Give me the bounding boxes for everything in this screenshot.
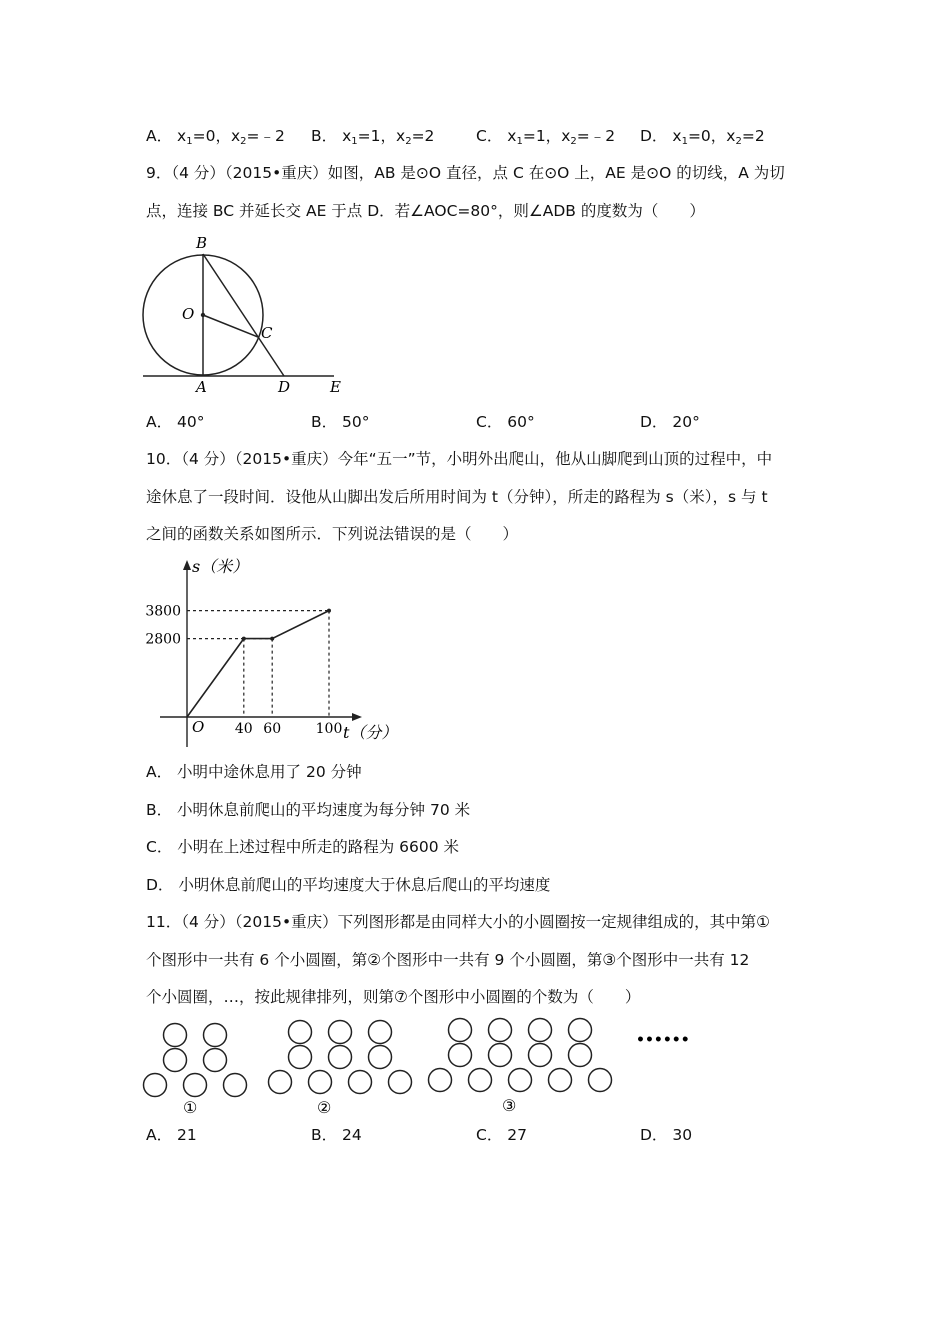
q9-option-b[interactable]: B． 50° [311, 413, 370, 431]
label-o: O [182, 305, 195, 323]
q10-option-a[interactable]: A． 小明中途休息用了 20 分钟 [146, 763, 362, 781]
q10-option-d[interactable]: D． 小明休息前爬山的平均速度大于休息后爬山的平均速度 [146, 876, 551, 894]
q11-option-a[interactable]: A． 21 [146, 1126, 197, 1144]
q11-circle-patterns [140, 1010, 690, 1120]
q10-option-b[interactable]: B． 小明休息前爬山的平均速度为每分钟 70 米 [146, 801, 471, 819]
pattern-2-circle [329, 1046, 352, 1069]
x-tick-label-40: 40 [234, 721, 253, 737]
pattern-3-circle [449, 1019, 472, 1042]
q9-stem-line1: 9．（4 分）（2015•重庆）如图，AB 是⊙O 直径，点 C 在⊙O 上，AE 是⊙O 的切线，A 为切 [146, 164, 785, 182]
pattern-1-circle [204, 1024, 227, 1047]
q11-option-c[interactable]: C． 27 [476, 1126, 527, 1144]
pattern-3-circle [469, 1069, 492, 1092]
pattern-2-circle [389, 1071, 412, 1094]
q11-stem-line3: 个小圆圈，…，按此规律排列，则第⑦个图形中小圆圈的个数为（ ） [146, 988, 641, 1006]
pattern-1-circle [164, 1049, 187, 1072]
q10-option-c[interactable]: C． 小明在上述过程中所走的路程为 6600 米 [146, 838, 460, 856]
q10-stem-line1: 10．（4 分）（2015•重庆）今年“五一”节，小明外出爬山，他从山脚爬到山顶的过程中，中 [146, 450, 773, 468]
pattern-3-circle [529, 1019, 552, 1042]
q11-option-b[interactable]: B． 24 [311, 1126, 362, 1144]
pattern-1-circle [144, 1074, 167, 1097]
label-c: C [261, 324, 273, 342]
pattern-2-circle [289, 1046, 312, 1069]
pattern-2-circle [349, 1071, 372, 1094]
pattern-ellipsis: •••••• [636, 1032, 690, 1048]
q9-option-d[interactable]: D． 20° [640, 413, 700, 431]
pattern-3-circle [589, 1069, 612, 1092]
x-axis-label: t（分） [343, 723, 398, 742]
label-e: E [330, 378, 341, 396]
y-tick-label-2800: 2800 [145, 631, 181, 648]
q8-option-a[interactable]: A． $x_1=0$，$x_2=﹣2$ [146, 127, 285, 147]
pattern-1-circle [164, 1024, 187, 1047]
center-point [201, 313, 205, 317]
pattern-3-circle [489, 1019, 512, 1042]
q9-circle-figure [136, 230, 356, 400]
pattern-circle-group [144, 1019, 612, 1097]
line-bd [203, 254, 284, 376]
label-a: A [196, 378, 207, 396]
data-point-40 [242, 637, 246, 641]
pattern-label-3: ③ [502, 1096, 517, 1115]
q11-option-d[interactable]: D． 30 [640, 1126, 693, 1144]
origin-label: O [192, 718, 205, 736]
data-point-100 [327, 609, 331, 613]
pattern-2-circle [269, 1071, 292, 1094]
q8-option-b[interactable]: B． $x_1=1$，$x_2=2$ [311, 127, 435, 147]
q10-stem-line3: 之间的函数关系如图所示．下列说法错误的是（ ） [146, 525, 519, 543]
x-axis-arrow [352, 713, 362, 721]
pattern-label-1: ① [183, 1098, 198, 1117]
pattern-1-circle [184, 1074, 207, 1097]
pattern-2-circle [369, 1021, 392, 1044]
pattern-3-circle [529, 1044, 552, 1067]
pattern-3-circle [449, 1044, 472, 1067]
q10-distance-time-chart [140, 552, 410, 752]
pattern-3-circle [509, 1069, 532, 1092]
x-tick-label-100: 100 [315, 721, 343, 737]
pattern-2-circle [329, 1021, 352, 1044]
q8-option-c[interactable]: C． $x_1=1$，$x_2=﹣2$ [476, 127, 616, 147]
q8-option-d[interactable]: D． $x_1=0$，$x_2=2$ [640, 127, 765, 147]
pattern-2-circle [289, 1021, 312, 1044]
pattern-3-circle [569, 1044, 592, 1067]
q10-stem-line2: 途休息了一段时间．设他从山脚出发后所用时间为 t（分钟），所走的路程为 s（米），s 与 t [146, 488, 768, 506]
y-axis-arrow [183, 560, 191, 570]
q9-stem-line2: 点，连接 BC 并延长交 AE 于点 D．若∠AOC=80°，则∠ADB 的度数为（ ） [146, 202, 705, 220]
label-b: B [196, 234, 208, 252]
pattern-3-circle [489, 1044, 512, 1067]
y-tick-label-3800: 3800 [145, 603, 181, 620]
pattern-3-circle [549, 1069, 572, 1092]
pattern-2-circle [369, 1046, 392, 1069]
q9-option-a[interactable]: A． 40° [146, 413, 205, 431]
pattern-3-circle [569, 1019, 592, 1042]
data-point-60 [270, 637, 274, 641]
q11-stem-line1: 11．（4 分）（2015•重庆）下列图形都是由同样大小的小圆圈按一定规律组成的，其中第① [146, 913, 770, 931]
pattern-1-circle [204, 1049, 227, 1072]
series-line [187, 611, 329, 717]
radius-oc [203, 315, 258, 337]
pattern-3-circle [429, 1069, 452, 1092]
pattern-2-circle [309, 1071, 332, 1094]
y-axis-label: s（米） [192, 557, 249, 576]
q11-stem-line2: 个图形中一共有 6 个小圆圈，第②个图形中一共有 9 个小圆圈，第③个图形中一共有 12 [146, 951, 750, 969]
pattern-1-circle [224, 1074, 247, 1097]
pattern-label-2: ② [317, 1098, 332, 1117]
q9-option-c[interactable]: C． 60° [476, 413, 535, 431]
label-d: D [278, 378, 291, 396]
x-tick-label-60: 60 [263, 721, 282, 737]
